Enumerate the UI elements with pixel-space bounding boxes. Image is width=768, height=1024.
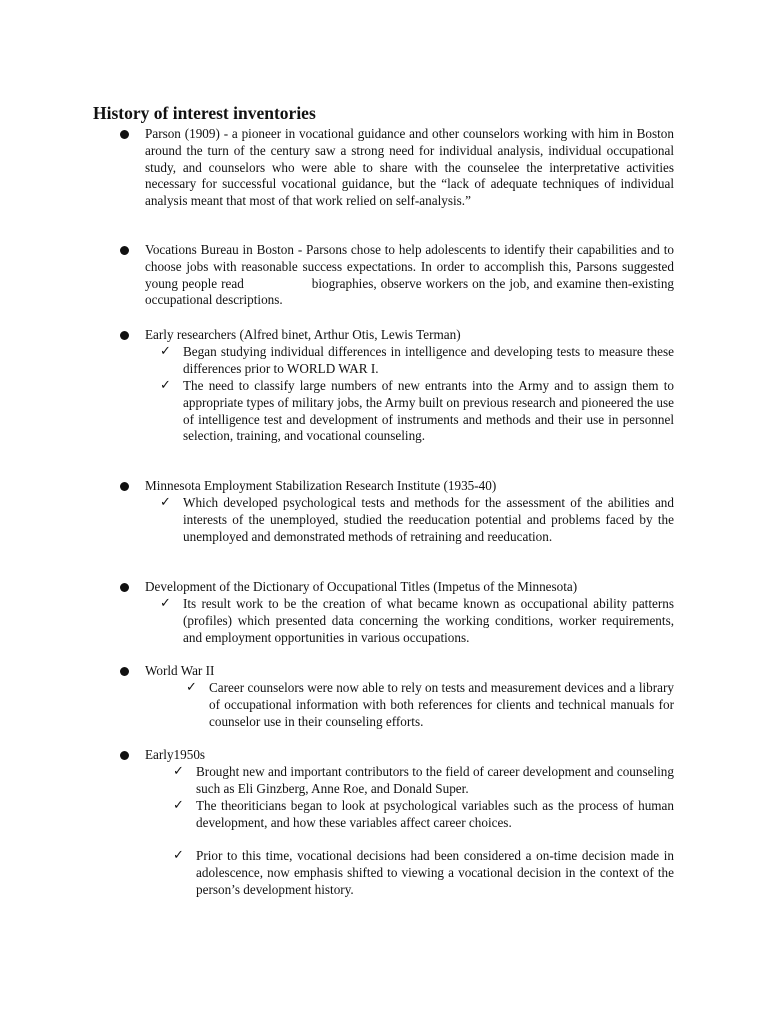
list-item-text: World War II xyxy=(145,663,215,678)
document-title: History of interest inventories xyxy=(93,103,316,123)
list-item-text-part-b: biographies, observe workers on the job, and examine then-existing occupational descriptions. xyxy=(145,275,675,308)
sub-item-text: Prior to this time, vocational decisions had been considered a on-time decision made in adolescence, now emphasis shifted to viewing a vocational decision in the context of the person’s development history. xyxy=(196,848,674,897)
bullet-icon xyxy=(120,130,129,139)
sub-item-text: The theoriticians began to look at psychological variables such as the process of human development, and how these variables affect career choices. xyxy=(196,798,674,830)
sub-item-text: Which developed psychological tests and methods for the assessment of the abilities and interests of the unemployed, studied the reeducation potential and problems faced by the unemployed and demonstrated methods of retraining and reeducation. xyxy=(183,495,674,544)
check-mark-icon: ✓ xyxy=(160,344,171,359)
sub-item-text: The need to classify large numbers of new entrants into the Army and to assign them to appropriate types of military jobs, the Army built on previous research and pioneered the use of intelligence test and development of instruments and methods and their use in personnel selection, training, and vocational counseling. xyxy=(183,378,674,444)
check-mark-icon: ✓ xyxy=(186,680,197,695)
sub-item-text: Its result work to be the creation of what became known as occupational ability patterns (profiles) which presented data concerning the working conditions, worker requirements, and employment opportunities in various occupations. xyxy=(183,596,674,645)
check-mark-icon: ✓ xyxy=(160,495,171,510)
check-mark-icon: ✓ xyxy=(160,378,171,393)
bullet-icon xyxy=(120,331,129,340)
bullet-icon xyxy=(120,751,129,760)
bullet-icon xyxy=(120,482,129,491)
check-mark-icon: ✓ xyxy=(160,596,171,611)
list-item-text: Early researchers (Alfred binet, Arthur Otis, Lewis Terman) xyxy=(145,327,461,342)
bullet-icon xyxy=(120,667,129,676)
list-item-text: Development of the Dictionary of Occupational Titles (Impetus of the Minnesota) xyxy=(145,579,578,594)
list-item-text-part-a: Vocations Bureau in Boston - Parsons chose to help adolescents to identify their capabilities and to choose jobs with reasonable success expectations. In order to accomplish this, Parsons suggested young people read xyxy=(145,242,674,291)
check-mark-icon: ✓ xyxy=(173,798,184,813)
bullet-icon xyxy=(120,583,129,592)
list-item-text xyxy=(145,242,674,309)
sub-item-text: Brought new and important contributors to the field of career development and counseling such as Eli Ginzberg, Anne Roe, and Donald Super. xyxy=(196,764,674,796)
list-item-text: Early1950s xyxy=(145,747,206,762)
bullet-icon xyxy=(120,246,129,255)
check-mark-icon: ✓ xyxy=(173,848,184,863)
check-mark-icon: ✓ xyxy=(173,764,184,779)
list-item-text: Parson (1909) - a pioneer in vocational guidance and other counselors working with him in Boston around the turn of the century saw a strong need for individual analysis, individual occupational study, and counselors who were able to share with the counselee the interpretative activities necessary for successful vocational guidance, but the “lack of adequate techniques of individual analysis meant that most of that work relied on self-analysis.” xyxy=(145,126,674,209)
sub-item-text: Career counselors were now able to rely on tests and measurement devices and a library of occupational information with both references for clients and technical manuals for counselor use in their counseling efforts. xyxy=(209,680,674,729)
list-item-text: Minnesota Employment Stabilization Research Institute (1935-40) xyxy=(145,478,497,493)
sub-item-text: Began studying individual differences in intelligence and developing tests to measure these differences prior to WORLD WAR I. xyxy=(183,344,674,376)
